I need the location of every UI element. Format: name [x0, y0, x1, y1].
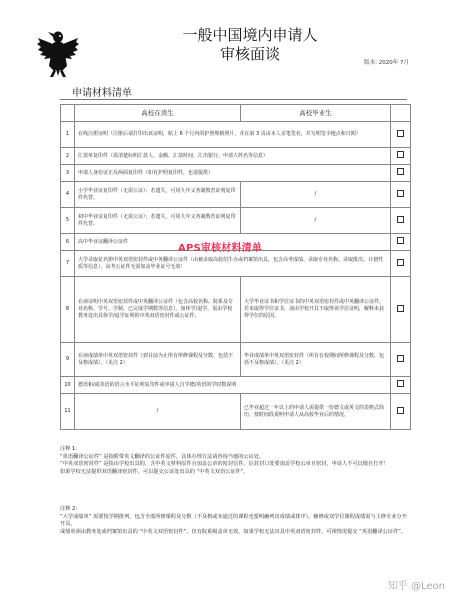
notes-1 — [60, 446, 410, 476]
row-text: 初中毕业证复印件（无需公证）；若遗失，可用九年义务制教育证明复印件代替。 — [75, 208, 241, 234]
notes-1-heading: 注释 1: — [60, 446, 78, 452]
row-number: 9 — [61, 343, 75, 377]
checkbox[interactable] — [391, 377, 411, 394]
row-text: 德语和/或英语的语言水平证明复印件或申请人自学德/英语的学时数说明 — [75, 377, 391, 394]
row-number: 8 — [61, 277, 75, 343]
header-check-cell — [391, 105, 411, 122]
checkbox[interactable] — [391, 394, 411, 430]
table-row — [61, 377, 411, 394]
section-divider — [60, 99, 407, 100]
row-number: 2 — [61, 148, 75, 165]
checkbox[interactable] — [391, 234, 411, 251]
table-row — [61, 277, 411, 343]
checkbox-icon — [397, 216, 404, 223]
row-number: 11 — [61, 394, 75, 430]
checkbox[interactable] — [391, 208, 411, 234]
table-row — [61, 251, 411, 277]
notes-1-line: “中英双语密封件” 是指由学校出具的，含中英文材料原件且加盖公章的密封信件，信封封口处要加盖学校公章且密封，申请人不可以擅自打开！ — [60, 461, 389, 468]
checkbox-icon — [397, 380, 404, 387]
header-num-cell — [61, 105, 75, 122]
checkbox-icon — [397, 190, 404, 197]
notes-1-line: “英语翻译公证件” 是指附带英文翻译的公证件原件，具体办理方法请咨询当地的公证处。 — [60, 454, 265, 461]
table-row — [61, 148, 411, 165]
table-row — [61, 122, 411, 148]
notes-2 — [60, 506, 410, 536]
row-text: 在线注册证明（注册后请打印出该证明，贴上 6 个月内的护照规格照片，并在第 3 页由本人亲笔签名，并写明签字地点和日期） — [75, 122, 391, 148]
row-text-graduates: 大学毕业证书和学位证书的中英双语密封件或中英翻译公证件。若未取得学位证书，请由学校开具不取得该学位证明，解释未获得学位的原因。 — [241, 277, 391, 343]
checkbox[interactable] — [391, 343, 411, 377]
not-applicable-cell: / — [241, 208, 391, 234]
row-text-students: 在读成绩单中英双语密封件（到目前为止所有所修课程及分数，包括不及格成绩）。（见注 2） — [75, 343, 241, 377]
checkbox[interactable] — [391, 122, 411, 148]
title-line-2: 审核面谈 — [219, 45, 280, 63]
checkbox-icon — [397, 130, 404, 137]
page-title — [150, 26, 350, 64]
row-text-students: 在读证明中英双语密封件或中英翻译公证件（包含高校名称、院系及专业名称、学号、学制、已完成学期数等信息）。如休学/退学，需由学校教务处出具休学/退学证明的中英双语密封件或公证件。 — [75, 277, 241, 343]
row-text: 小学毕业证复印件（无需公证）；若遗失，可用九年义务制教育证明复印件代替。 — [75, 182, 241, 208]
aps-annotation: APS审核材料清单 — [178, 243, 263, 254]
row-text: 汇款单复印件（需清楚标明汇款人、金额、汇款时间、汇出银行、申请人姓名等信息） — [75, 148, 391, 165]
table-header-row — [61, 105, 411, 122]
row-text-graduates: 已毕业超过一年以上的申请人需提供一份德文或英文的表格式简历，按时间段说明申请人从高校毕业后的情况。 — [241, 394, 391, 430]
table-row — [61, 165, 411, 182]
checkbox-icon — [397, 151, 404, 158]
notes-2-line: “大学成绩单” 需要按学期排列，包含全部所修课程及分数（不及格或未通过的课程也要明确列出成绩或排序）。辅修或双学位课程成绩需与主修专业分开开具。 — [60, 514, 407, 528]
version-label: 版本: 2020年 7月 — [364, 60, 409, 66]
row-number: 10 — [61, 377, 75, 394]
section-title: 申请材料清单 — [72, 88, 132, 99]
not-applicable-cell: / — [75, 394, 241, 430]
row-text: 大学录取花名册中英双语密封件或中英翻译公证件（由被录取高校招生办或档案馆出具，包含高考成绩、录取专业名称、录取批次、计划性质等信息），高考公证件无需加盖毕业证号无效！ — [75, 251, 391, 277]
row-number: 7 — [61, 251, 75, 277]
table-row — [61, 343, 411, 377]
german-eagle-emblem-icon — [36, 26, 80, 78]
header-students: 高校在读生 — [75, 105, 241, 122]
row-number: 5 — [61, 208, 75, 234]
checkbox-icon — [397, 305, 404, 312]
row-text: 申请人身份证正反两面复印件（如有护照复印件，也请提供） — [75, 165, 391, 182]
checkbox-icon — [397, 237, 404, 244]
checkbox[interactable] — [391, 277, 411, 343]
row-text-graduates: 毕业成绩单中英双语密封件（所有在校期间所修课程及分数，包括不及格成绩）。（见注 2） — [241, 343, 391, 377]
table-row — [61, 208, 411, 234]
checkbox-icon — [397, 407, 404, 414]
notes-2-heading: 注释 2: — [60, 506, 78, 512]
row-number: 6 — [61, 234, 75, 251]
title-line-1: 一般中国境内申请人 — [182, 26, 318, 44]
checkbox[interactable] — [391, 148, 411, 165]
row-number: 4 — [61, 182, 75, 208]
checkbox-icon — [397, 168, 404, 175]
table-row — [61, 182, 411, 208]
row-text: 高中毕业证翻译公证件 — [75, 234, 391, 251]
watermark: 知乎 @Leon — [387, 581, 445, 592]
materials-table — [60, 104, 411, 430]
table-row — [61, 394, 411, 430]
checkbox[interactable] — [391, 165, 411, 182]
checkbox-icon — [397, 259, 404, 266]
row-number: 3 — [61, 165, 75, 182]
notes-1-line: 如果学校无法提供双语翻译密封件，可以提交公证处出具的 “中英文双语公证件”。 — [60, 468, 249, 475]
not-applicable-cell: / — [241, 182, 391, 208]
checkbox[interactable] — [391, 182, 411, 208]
row-number: 1 — [61, 122, 75, 148]
checkbox[interactable] — [391, 251, 411, 277]
notes-2-line: 成绩单须由教务处或档案馆出具的 “中英文双语密封件”，仅有院系级盖章无效。如果学校无法出具中英双语密封件，可视情况提交 “英语翻译公证件”。 — [60, 528, 407, 535]
checkbox-icon — [397, 355, 404, 362]
header-graduates: 高校毕业生 — [241, 105, 391, 122]
